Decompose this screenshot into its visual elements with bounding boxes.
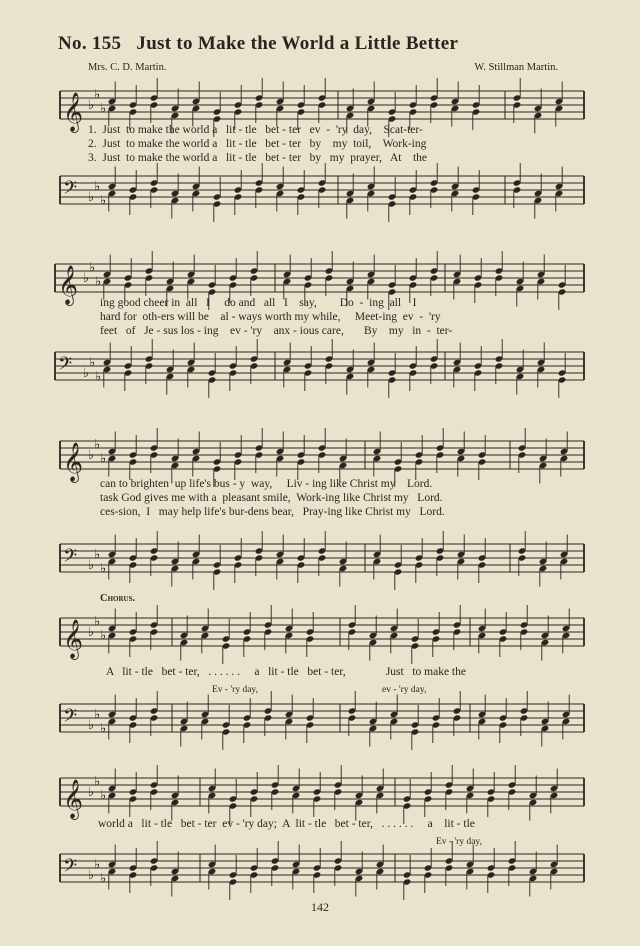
svg-text:♭: ♭	[100, 561, 107, 577]
svg-text:♭: ♭	[95, 274, 102, 290]
svg-text:𝄞: 𝄞	[58, 265, 79, 305]
svg-text:♭: ♭	[83, 271, 90, 286]
svg-text:𝄞: 𝄞	[63, 92, 84, 132]
verse-2-line-3: task God gives me with a pleasant smile, Work-ing like Christ my Lord.	[100, 492, 443, 504]
svg-text:♭: ♭	[88, 190, 95, 205]
svg-text:♭: ♭	[94, 87, 101, 103]
svg-text:♭: ♭	[83, 366, 90, 381]
verse-1-line-3: can to brighten up life's bus - y way, Liv - ing like Christ my Lord.	[100, 478, 433, 490]
svg-text:♭: ♭	[94, 707, 101, 723]
svg-text:♭: ♭	[94, 614, 101, 630]
svg-text:♭: ♭	[100, 788, 107, 804]
chorus-line-1: A lit - tle bet - ter, . . . . . . a lit - tle bet - ter, Just to make the	[106, 666, 466, 678]
hymn-title-text: Just to Make the World a Little Better	[136, 33, 459, 54]
svg-text:♭: ♭	[89, 260, 96, 276]
svg-text:𝄢: 𝄢	[63, 178, 78, 203]
svg-text:𝄢: 𝄢	[63, 856, 78, 881]
system-4-bass-staff	[0, 698, 640, 738]
lyricist-credit: Mrs. C. D. Martin.	[88, 62, 167, 73]
system-1-bass-staff	[0, 170, 640, 210]
svg-text:♭: ♭	[95, 369, 102, 385]
system-4-treble-staff	[0, 612, 640, 659]
svg-text:𝄢: 𝄢	[63, 706, 78, 731]
svg-text:𝄞: 𝄞	[63, 619, 84, 659]
verse-1-line-1: 1. Just to make the world a lit - tle bet - ter ev - 'ry day, Scat-ter-	[88, 124, 423, 136]
svg-text:♭: ♭	[100, 628, 107, 644]
svg-text:♭: ♭	[88, 448, 95, 463]
system-3-bass-staff	[0, 538, 640, 578]
hymn-number: No. 155	[58, 33, 122, 54]
svg-text:♭: ♭	[88, 868, 95, 883]
svg-text:♭: ♭	[100, 101, 107, 117]
chorus-line-2: world a lit - tle bet - ter ev - 'ry day; A lit - tle bet - ter, . . . . . . a lit - tle	[98, 818, 475, 830]
system-2-bass-staff	[0, 346, 640, 386]
svg-text:♭: ♭	[88, 718, 95, 733]
svg-text:♭: ♭	[89, 355, 96, 371]
svg-text:♭: ♭	[88, 558, 95, 573]
svg-text:𝄞: 𝄞	[63, 779, 84, 819]
svg-text:♭: ♭	[94, 437, 101, 453]
chorus-echo-2: ev - 'ry day,	[382, 685, 427, 695]
svg-text:♭: ♭	[88, 785, 95, 800]
composer-credit: W. Stillman Martin.	[474, 62, 558, 73]
svg-text:♭: ♭	[88, 625, 95, 640]
page-number: 142	[311, 900, 329, 914]
svg-text:𝄢: 𝄢	[63, 546, 78, 571]
svg-text:♭: ♭	[100, 871, 107, 887]
hymn-title	[58, 33, 618, 55]
chorus-echo-1: Ev - 'ry day,	[212, 685, 258, 695]
verse-3-line-2: feet of Je - sus los - ing ev - 'ry anx - ious care, By my in - ter-	[100, 325, 453, 337]
system-3-treble-staff	[0, 435, 640, 482]
svg-text:𝄞: 𝄞	[63, 442, 84, 482]
svg-text:♭: ♭	[100, 721, 107, 737]
verse-2-line-1: 2. Just to make the world a lit - tle bet - ter by my toil, Work-ing	[88, 138, 427, 150]
system-5-bass-staff	[0, 848, 640, 888]
verse-3-line-3: ces-sion, I may help life's bur-dens bear, Pray-ing like Christ my Lord.	[100, 506, 445, 518]
svg-text:♭: ♭	[100, 451, 107, 467]
svg-text:♭: ♭	[100, 193, 107, 209]
svg-text:♭: ♭	[88, 98, 95, 113]
svg-text:♭: ♭	[94, 774, 101, 790]
chorus-label: Chorus.	[100, 593, 136, 604]
verse-3-line-1: 3. Just to make the world a lit - tle bet - ter by my prayer, At the	[88, 152, 428, 164]
system-5-treble-staff	[0, 772, 640, 819]
svg-text:♭: ♭	[94, 547, 101, 563]
verse-1-line-2: ing good cheer in all I do and all I say, Do - ing all I	[100, 297, 417, 309]
svg-text:♭: ♭	[94, 179, 101, 195]
svg-text:𝄢: 𝄢	[58, 354, 73, 379]
svg-text:♭: ♭	[94, 857, 101, 873]
chorus-echo-3: Ev - 'ry day,	[436, 837, 482, 847]
verse-2-line-2: hard for oth-ers will be al - ways worth my while, Meet-ing ev - 'ry	[100, 311, 441, 323]
